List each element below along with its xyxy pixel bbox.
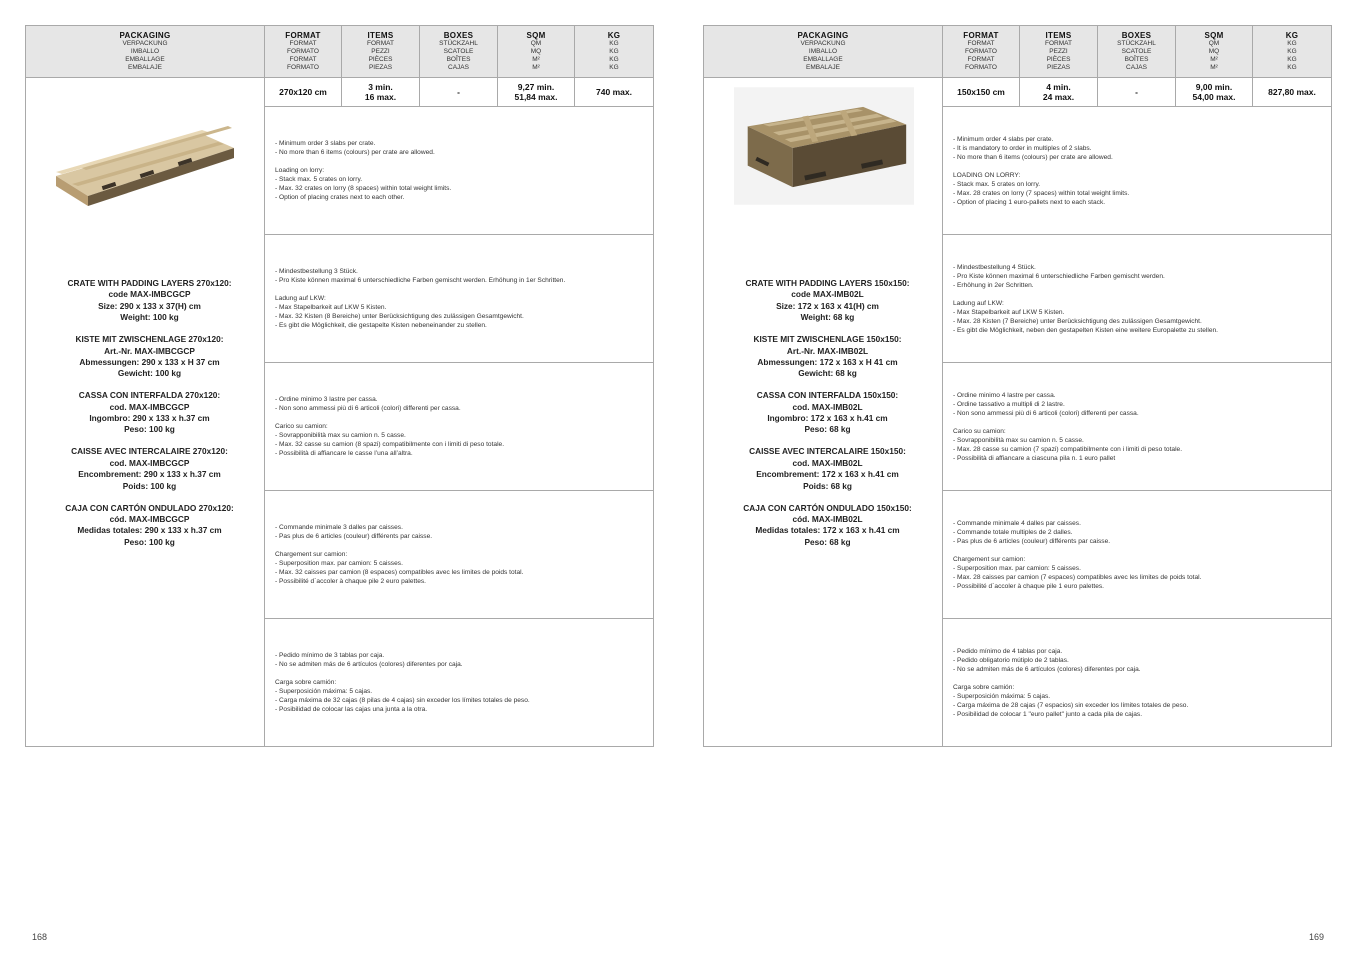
product-it: CASSA CON INTERFALDA 270x120: cod. MAX-IMBCGCP Ingombro: 290 x 133 x h.37 cm Peso: 100 kg (78, 390, 221, 435)
notes-de: - Mindestbestellung 4 Stück. - Pro Kiste können maximal 6 unterschiedliche Farben gemischt werden. - Erhöhung in 2er Schritten. Ladung auf LKW: - Max Stapelbarkeit auf LKW 5 Kisten. - Max. 28 Kisten (7 Bereiche) unter Berücksichtigung des zulässigen Gesamtgewicht. - Es gibt die Möglichkeit, neben den gestapelten Kisten eine weitere Europalette zu stellen. (943, 235, 1332, 363)
format-value: 270x120 cm (265, 78, 342, 107)
header-boxes: BOXES STÜCKZAHL SCATOLE BOÎTES CAJAS (420, 26, 498, 78)
header-row (26, 26, 654, 78)
page-number: 168 (32, 932, 48, 942)
header-kg: KG KG KG KG KG (575, 26, 654, 78)
notes-it: - Ordine minimo 3 lastre per cassa. - Non sono ammessi più di 6 articoli (colori) differenti per cassa. Carico su camion: - Sovrapponibilità max su camion n. 5 casse. - Max. 32 casse su camion (8 spazi) compatibilmente con i limiti di peso totale. - Possibilità di affiancare le casse l’una all’altra. (265, 363, 654, 491)
product-code: MAX-IMB02L (811, 457, 863, 468)
product-es: CAJA CON CARTÓN ONDULADO 150x150: cód. MAX-IMB02L Medidas totales: 172 x 163 x h.41 cm Peso: 68 kg (743, 502, 912, 547)
sqm-value: 9,00 min. 54,00 max. (1176, 78, 1253, 107)
header-packaging: PACKAGING VERPACKUNG IMBALLO EMBALLAGE EMBALAJE (704, 26, 943, 78)
notes-fr: - Commande minimale 4 dalles par caisses. - Commande totale multiples de 2 dalles. - Pas plus de 6 articles (couleur) différents par caisse. Chargement sur camion: - Superposition max. par camion: 5 caisses. - Max. 28 caisses par camion (7 espaces) compatibles avec les limites de poids total. - Possibilité d´accoler à chaque pile 1 euro palettes. (943, 491, 1332, 619)
header-kg: KG KG KG KG KG (1253, 26, 1332, 78)
notes-en: - Minimum order 4 slabs per crate. - It is mandatory to order in multiples of 2 slabs. - No more than 6 items (colours) per crate are allowed. LOADING ON LORRY: - Stack max. 5 crates on lorry. - Max. 28 crates on lorry (7 spaces) within total weight limits. - Option of placing 1 euro-pallets next to each stack. (943, 107, 1332, 235)
product-code: MAX-IMB02L (817, 345, 869, 356)
product-descriptions (715, 278, 940, 559)
product-code: MAX-IMBCGCP (128, 401, 190, 412)
notes-it: - Ordine minimo 4 lastre per cassa. - Ordine tassativo a multipli di 2 lastre. - Non sono ammessi più di 6 articoli (colori) differenti per cassa. Carico su camion: - Sovrapponibilità max su camion n. 5 casse. - Max. 28 casse su camion (7 spazi) compatibilmente con i limiti di peso totale. - Possibilità di affiancare a ciascuna pila n. 1 euro pallet (943, 363, 1332, 491)
header-format: FORMAT FORMAT FORMATO FORMAT FORMATO (943, 26, 1020, 78)
product-cell (704, 78, 943, 747)
sqm-value: 9,27 min. 51,84 max. (498, 78, 575, 107)
header-packaging: PACKAGING VERPACKUNG IMBALLO EMBALLAGE EMBALAJE (26, 26, 265, 78)
product-code: MAX-IMB02L (811, 513, 863, 524)
product-code: MAX-IMBCGCP (130, 289, 191, 300)
notes-en: - Minimum order 3 slabs per crate. - No more than 6 items (colours) per crate are allowed. Loading on lorry: - Stack max. 5 crates on lorry. - Max. 32 crates on lorry (8 spaces) within total weight limits. - Option of placing crates next to each other. (265, 107, 654, 235)
header-sqm: SQM QM MQ M² M² (1176, 26, 1253, 78)
product-it: CASSA CON INTERFALDA 150x150: cod. MAX-IMB02L Ingombro: 172 x 163 x h.41 cm Peso: 68 kg (756, 390, 899, 435)
header-boxes: BOXES STÜCKZAHL SCATOLE BOÎTES CAJAS (1098, 26, 1176, 78)
notes-de: - Mindestbestellung 3 Stück. - Pro Kiste können maximal 6 unterschiedliche Farben gemischt werden. Erhöhung in 1er Schritten. Ladung auf LKW: - Max Stapelbarkeit auf LKW 5 Kisten. - Max. 32 Kisten (8 Bereiche) unter Berücksichtigung des zulässigen Gesamtgewicht. - Es gibt die Möglichkeit, die gestapelte Kisten nebeneinander zu stellen. (265, 235, 654, 363)
packaging-table (703, 25, 1332, 747)
product-en: CRATE WITH PADDING LAYERS 150x150: code MAX-IMB02L Size: 172 x 163 x 41(H) cm Weight: 68 kg (745, 278, 910, 323)
header-items: ITEMS FORMAT PEZZI PIÈCES PIEZAS (1020, 26, 1098, 78)
product-code: MAX-IMB02L (812, 289, 864, 300)
header-format: FORMAT FORMAT FORMATO FORMAT FORMATO (265, 26, 342, 78)
product-code: MAX-IMBCGCP (128, 457, 190, 468)
crate-150x150-image (734, 86, 914, 206)
items-value: 4 min. 24 max. (1020, 78, 1098, 107)
product-es: CAJA CON CARTÓN ONDULADO 270x120: cód. MAX-IMBCGCP Medidas totales: 290 x 133 x h.37 cm Peso: 100 kg (65, 502, 234, 547)
header-row (704, 26, 1332, 78)
product-fr: CAISSE AVEC INTERCALAIRE 270x120: cod. MAX-IMBCGCP Encombrement: 290 x 133 x h.37 cm Poids: 100 kg (71, 446, 228, 491)
packaging-table (25, 25, 654, 747)
notes-es: - Pedido mínimo de 4 tablas por caja. - Pedido obligatorio mútiplo de 2 tablas. - No se admiten más de 6 artículos (colores) diferentes por caja. Carga sobre camión: - Superposición máxima: 5 cajas. - Carga máxima de 28 cajas (7 espacios) sin exceder los límites totales de peso. - Posibilidad de colocar 1 "euro pallet" junto a cada pila de cajas. (943, 619, 1332, 747)
page-169 (678, 0, 1356, 959)
header-sqm: SQM QM MQ M² M² (498, 26, 575, 78)
product-de: KISTE MIT ZWISCHENLAGE 270x120: Art.-Nr. MAX-IMBCGCP Abmessungen: 290 x 133 x H 37 cm Gewicht: 100 kg (75, 334, 224, 379)
kg-value: 827,80 max. (1253, 78, 1332, 107)
kg-value: 740 max. (575, 78, 654, 107)
product-code: MAX-IMB02L (811, 401, 863, 412)
values-row (704, 78, 1332, 107)
notes-fr: - Commande minimale 3 dalles par caisses. - Pas plus de 6 articles (couleur) différents par caisse. Chargement sur camion: - Superposition max. par camion: 5 caisses. - Max. 32 caisses par camion (8 espaces) compatibles avec les limites de poids total. - Possibilité d´accoler à chaque pile 2 euro palettes. (265, 491, 654, 619)
page-number: 169 (1308, 932, 1324, 942)
product-code: MAX-IMBCGCP (134, 345, 195, 356)
boxes-value: - (420, 78, 498, 107)
notes-es: - Pedido mínimo de 3 tablas por caja. - No se admiten más de 6 artículos (colores) diferentes por caja. Carga sobre camión: - Superposición máxima: 5 cajas. - Carga máxima de 32 cajas (8 pilas de 4 cajas) sin exceder los límites totales de peso. - Posibilidad de colocar las cajas una junta a la otra. (265, 619, 654, 747)
product-descriptions (37, 278, 262, 559)
product-fr: CAISSE AVEC INTERCALAIRE 150x150: cod. MAX-IMB02L Encombrement: 172 x 163 x h.41 cm Poids: 68 kg (749, 446, 906, 491)
product-code: MAX-IMBCGCP (128, 513, 190, 524)
product-en: CRATE WITH PADDING LAYERS 270x120: code MAX-IMBCGCP Size: 290 x 133 x 37(H) cm Weight: 100 kg (67, 278, 232, 323)
boxes-value: - (1098, 78, 1176, 107)
format-value: 150x150 cm (943, 78, 1020, 107)
crate-270x120-image (52, 106, 236, 226)
header-items: ITEMS FORMAT PEZZI PIÈCES PIEZAS (342, 26, 420, 78)
product-cell (26, 78, 265, 747)
items-value: 3 min. 16 max. (342, 78, 420, 107)
values-row (26, 78, 654, 107)
product-de: KISTE MIT ZWISCHENLAGE 150x150: Art.-Nr. MAX-IMB02L Abmessungen: 172 x 163 x H 41 cm Gewicht: 68 kg (753, 334, 902, 379)
